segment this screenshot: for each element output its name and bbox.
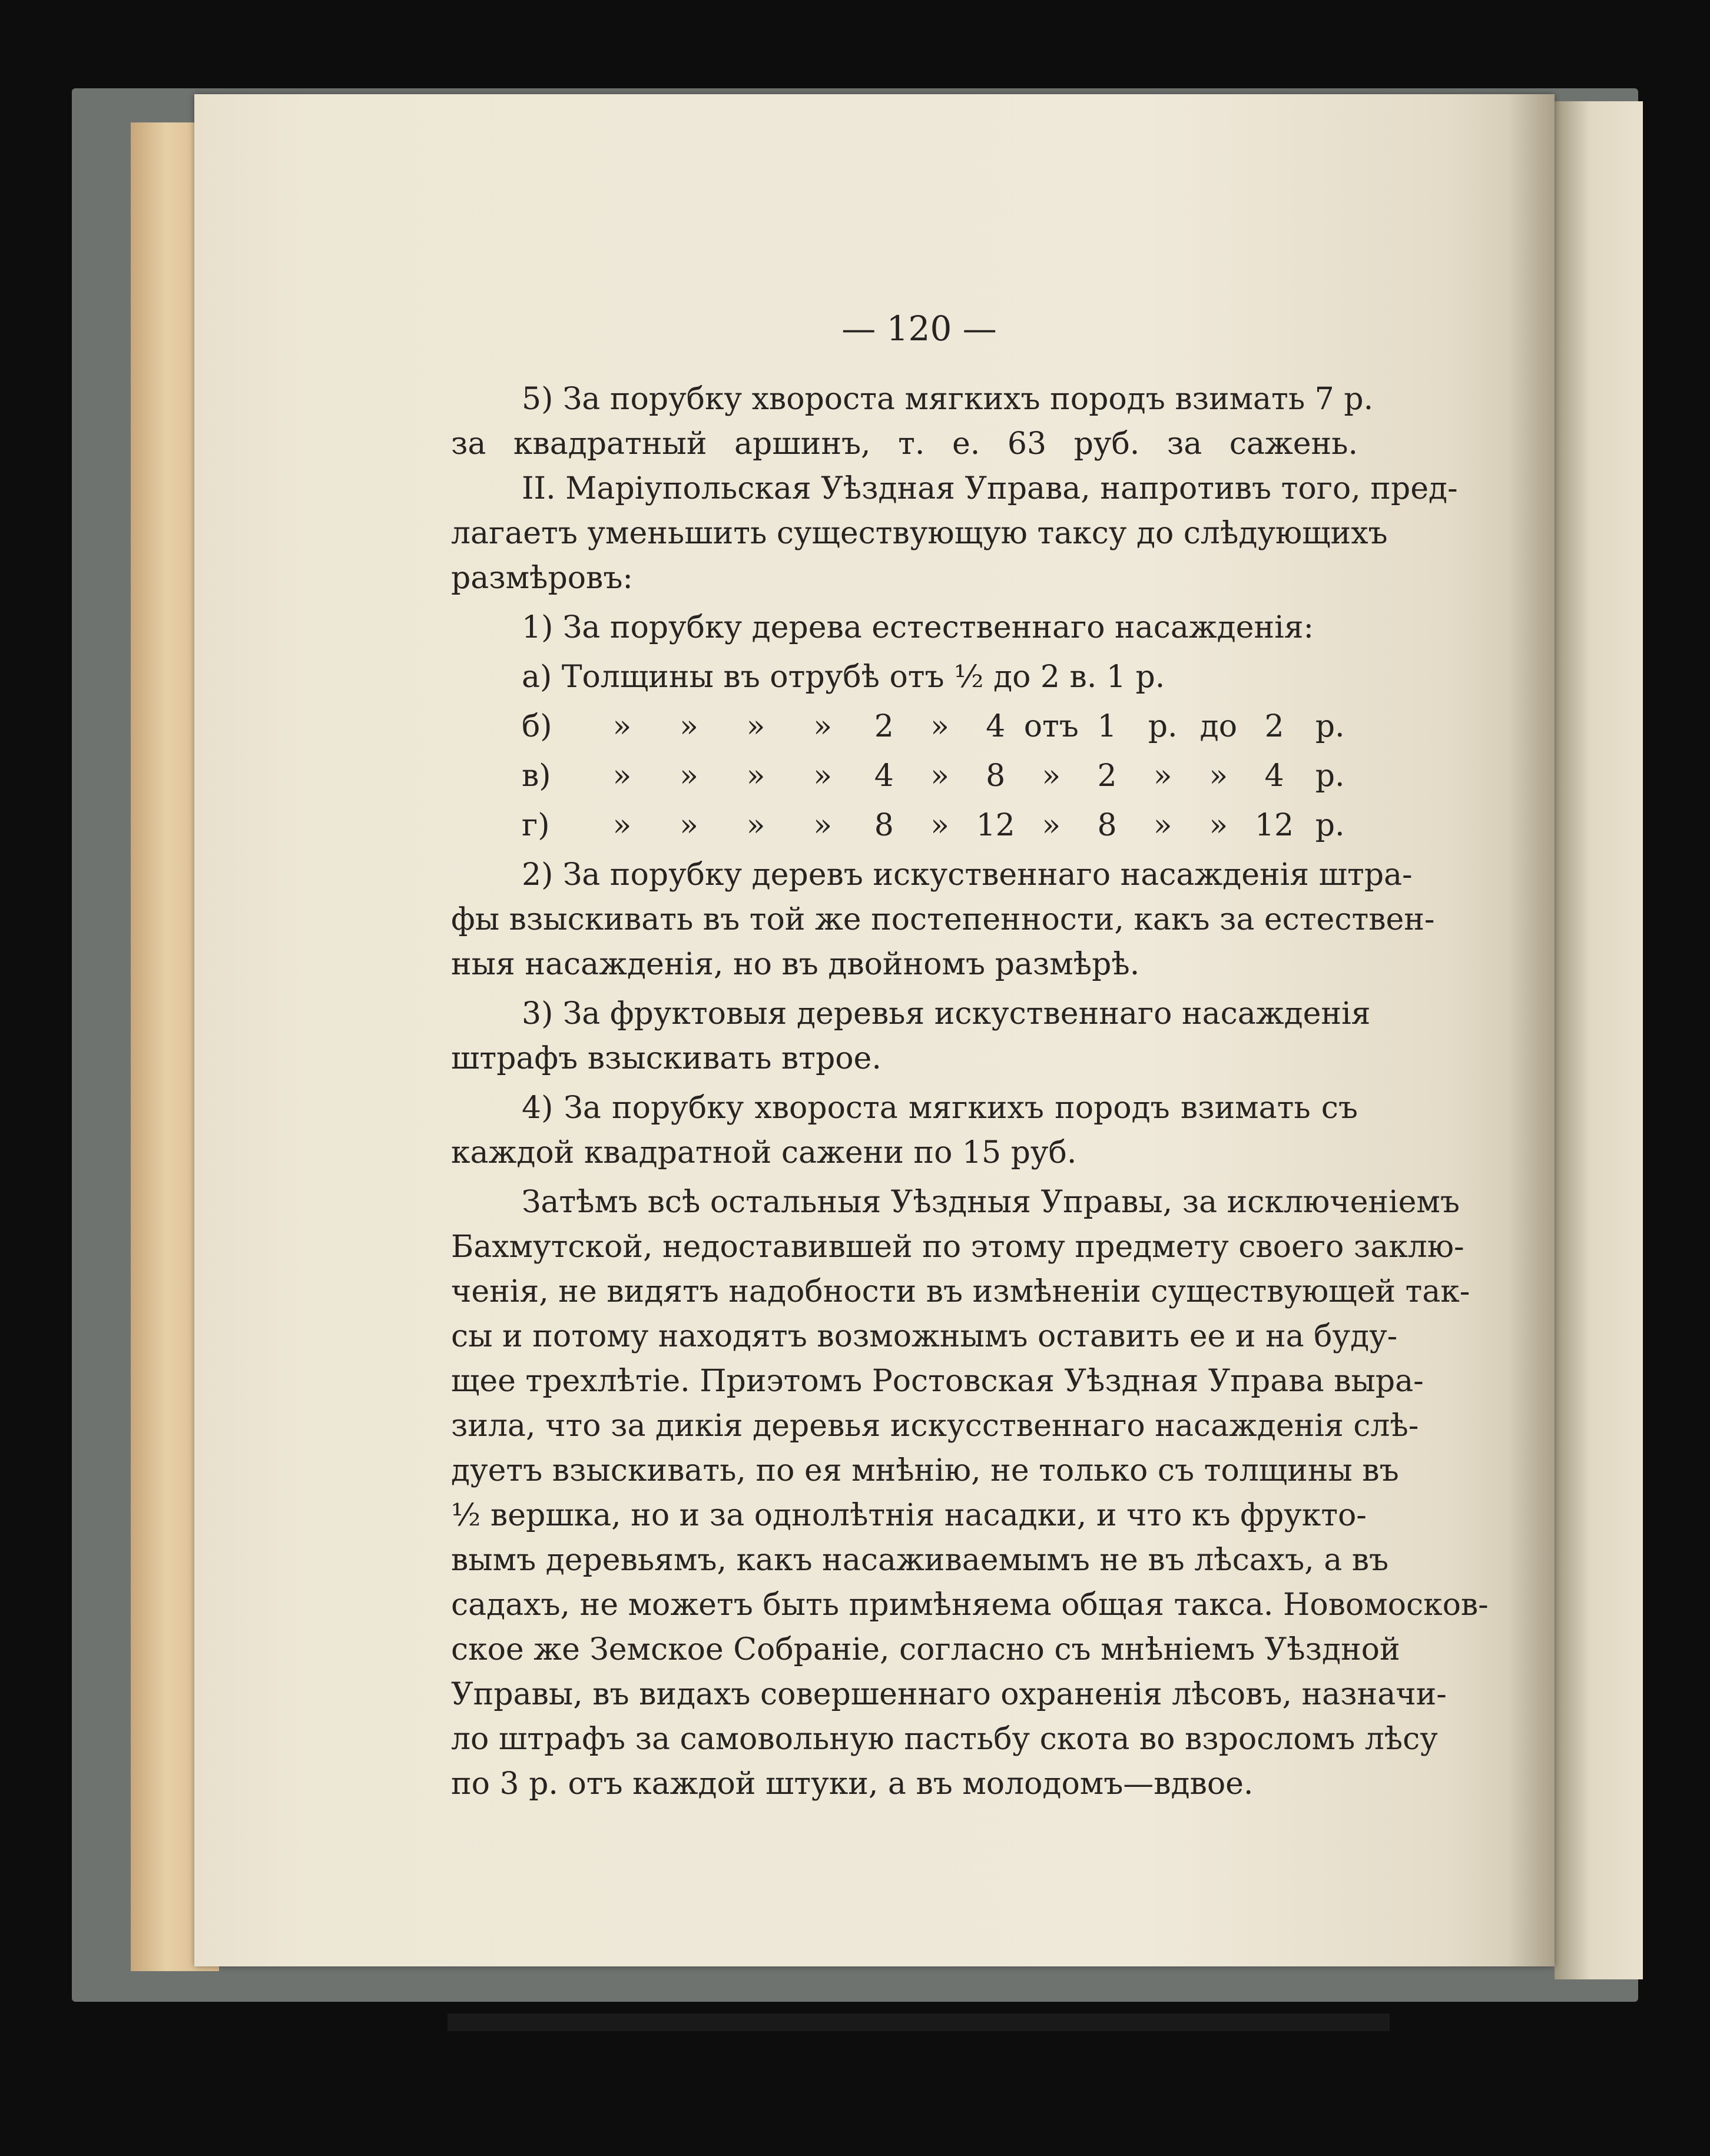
price-from: 8 — [1097, 808, 1117, 843]
ditto-mark: » — [1153, 808, 1172, 843]
thickness-from: 8 — [874, 808, 894, 843]
page-number: — 120 — — [841, 309, 997, 349]
ditto-mark: » — [1042, 808, 1061, 843]
thickness-from: 2 — [874, 709, 894, 744]
row-letter: г) — [522, 808, 550, 843]
text-line: 2) За порубку деревъ искуственнаго насажденія штра- — [522, 857, 1413, 893]
thickness-to: 8 — [986, 758, 1006, 794]
text-line: сы и потому находятъ возможнымъ оставить ее и на буду- — [451, 1319, 1398, 1354]
ditto-mark: » — [680, 709, 698, 744]
text-line: каждой квадратной сажени по 15 руб. — [451, 1135, 1077, 1170]
ot-word: отъ — [1023, 709, 1079, 744]
text-line: размѣровъ: — [451, 560, 633, 596]
thickness-to: 4 — [986, 709, 1006, 744]
price-to: 4 — [1264, 758, 1284, 794]
scanner-shadow — [448, 2014, 1390, 2031]
text-line: ское же Земское Собраніе, согласно съ мнѣніемъ Уѣздной — [451, 1632, 1400, 1667]
price-from: 1 — [1097, 709, 1117, 744]
row-letter: б) — [522, 709, 552, 744]
tax-row — [451, 754, 1358, 798]
text-line: лагаетъ уменьшить существующую таксу до слѣдующихъ — [451, 516, 1388, 551]
thickness-to: 12 — [976, 808, 1015, 843]
tax-row — [451, 704, 1358, 749]
ditto-mark: » — [746, 808, 765, 843]
price-from: 2 — [1097, 758, 1117, 794]
text-line: за квадратный аршинъ, т. е. 63 руб. за сажень. — [451, 426, 1358, 462]
text-line: 4) За порубку хвороста мягкихъ породъ взимать съ — [522, 1090, 1358, 1126]
rouble-unit: р. — [1148, 709, 1178, 744]
text-line: II. Маріупольская Уѣздная Управа, напротивъ того, пред- — [522, 471, 1458, 506]
ditto-mark: » — [930, 808, 949, 843]
text-line: Управы, въ видахъ совершеннаго охраненія лѣсовъ, назначи- — [451, 1677, 1447, 1712]
rouble-unit: р. — [1315, 758, 1345, 794]
text-line: Затѣмъ всѣ остальныя Уѣздныя Управы, за исключеніемъ — [522, 1185, 1460, 1220]
ditto-mark: » — [612, 758, 632, 794]
spine-shadow — [1507, 94, 1555, 1966]
ditto-mark: » — [813, 709, 833, 744]
do-word: до — [1199, 709, 1237, 744]
facing-page-edge — [1555, 101, 1643, 1979]
text-line: щее трехлѣтіе. Приэтомъ Ростовская Уѣздная Управа выра- — [451, 1364, 1424, 1399]
ditto-mark: » — [1209, 808, 1228, 843]
text-line: ½ вершка, но и за однолѣтнія насадки, и что къ фрукто- — [451, 1498, 1367, 1533]
text-line: ныя насажденія, но въ двойномъ размѣрѣ. — [451, 947, 1140, 982]
page-text — [451, 306, 1489, 1806]
price-to: 2 — [1264, 709, 1284, 744]
text-line: садахъ, не можетъ быть примѣняема общая такса. Новомосков- — [451, 1587, 1489, 1623]
text-line: дуетъ взыскивать, по ея мнѣнію, не только съ толщины въ — [451, 1453, 1399, 1488]
thickness-from: 4 — [874, 758, 894, 794]
text-line: ло штрафъ за самовольную пастьбу скота во взросломъ лѣсу — [451, 1722, 1438, 1757]
tax-row — [451, 803, 1358, 848]
rouble-unit: р. — [1315, 709, 1345, 744]
ditto-mark: » — [930, 709, 949, 744]
text-line: штрафъ взыскивать втрое. — [451, 1041, 881, 1076]
text-line: по 3 р. отъ каждой штуки, а въ молодомъ—вдвое. — [451, 1766, 1254, 1802]
price-to: 12 — [1254, 808, 1294, 843]
text-line: 1) За порубку дерева естественнаго насажденія: — [522, 610, 1314, 645]
text-line: вымъ деревьямъ, какъ насаживаемымъ не въ лѣсахъ, а въ — [451, 1543, 1389, 1578]
text-line: Бахмутской, недоставившей по этому предмету своего заклю- — [451, 1229, 1464, 1265]
ditto-mark: » — [612, 808, 632, 843]
ditto-mark: » — [746, 709, 765, 744]
text-line: фы взыскивать въ той же постепенности, какъ за естествен- — [451, 902, 1435, 937]
ditto-mark: » — [1042, 758, 1061, 794]
text-line: ченія, не видятъ надобности въ измѣненіи существующей так- — [451, 1274, 1470, 1309]
text-line: а) Толщины въ отрубѣ отъ ½ до 2 в. 1 р. — [522, 659, 1165, 695]
ditto-mark: » — [680, 758, 698, 794]
text-line: 5) За порубку хвороста мягкихъ породъ взимать 7 р. — [522, 382, 1374, 417]
ditto-mark: » — [612, 709, 632, 744]
row-letter: в) — [522, 758, 551, 794]
ditto-mark: » — [813, 808, 833, 843]
ditto-mark: » — [1209, 758, 1228, 794]
text-line: 3) За фруктовыя деревья искуственнаго насажденія — [522, 996, 1371, 1031]
ditto-mark: » — [813, 758, 833, 794]
text-line: зила, что за дикія деревья искусственнаго насажденія слѣ- — [451, 1408, 1419, 1444]
ditto-mark: » — [930, 758, 949, 794]
rouble-unit: р. — [1315, 808, 1345, 843]
ditto-mark: » — [746, 758, 765, 794]
ditto-mark: » — [1153, 758, 1172, 794]
ditto-mark: » — [680, 808, 698, 843]
